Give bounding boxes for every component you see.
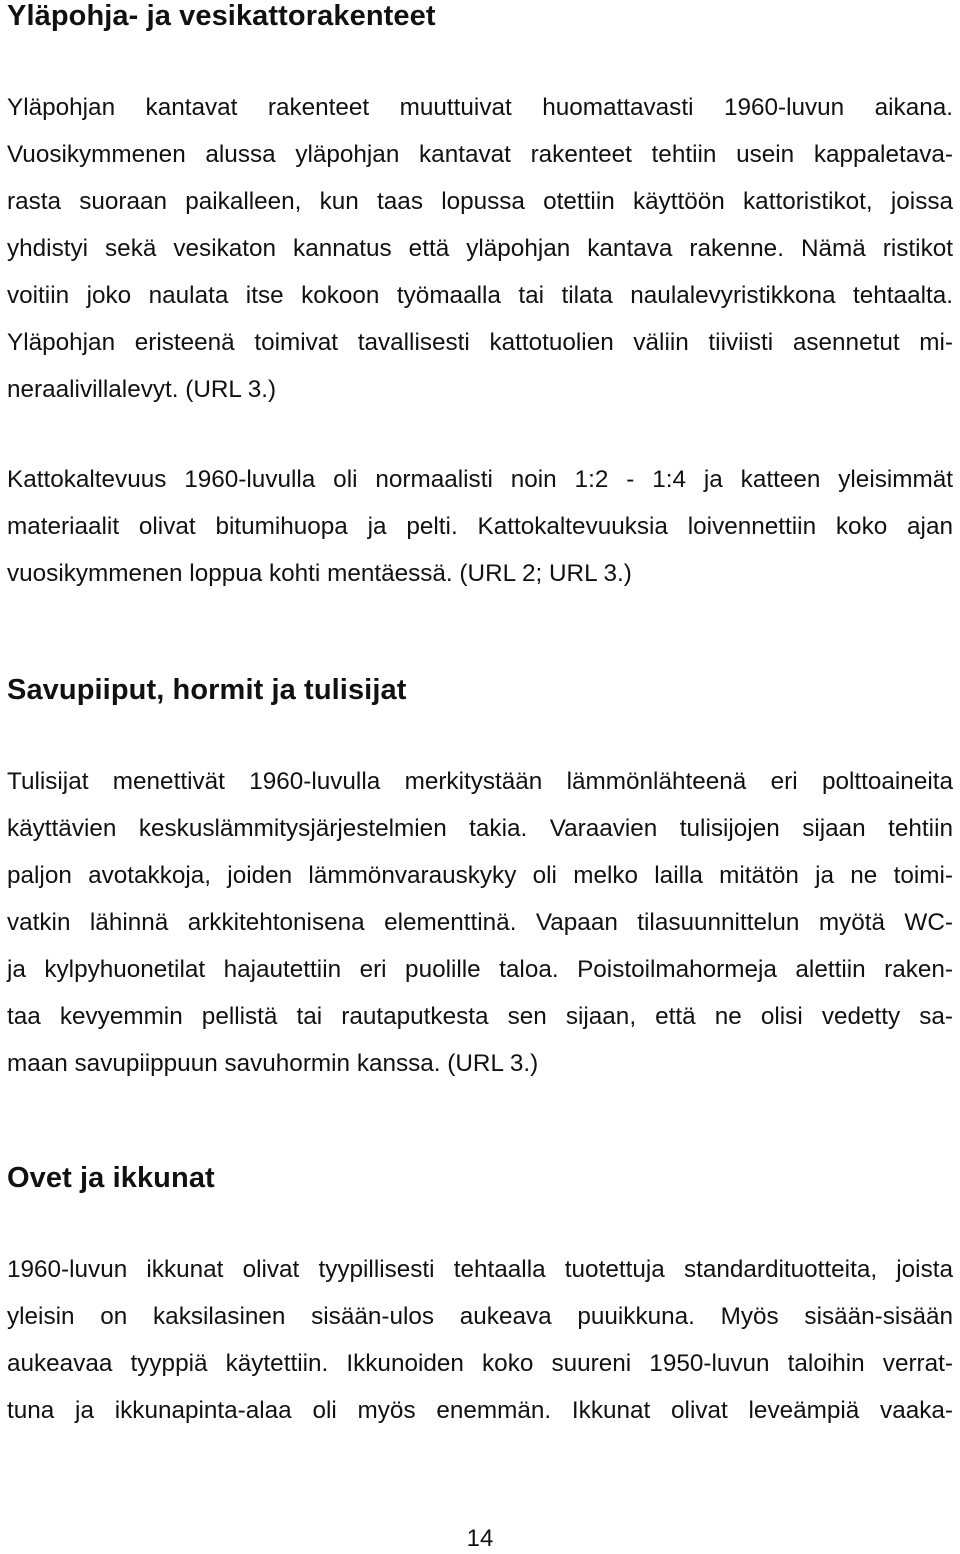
paragraph-line: Yläpohjan eristeenä toimivat tavallisesti kattotuolien väliin tiiviisti asennetut mi- [7, 329, 953, 356]
section-heading-chimneys: Savupiiput, hormit ja tulisijat [7, 674, 407, 706]
paragraph-line: Yläpohjan kantavat rakenteet muuttuivat huomattavasti 1960-luvun aikana. [7, 94, 953, 121]
paragraph-line: vuosikymmenen loppua kohti mentäessä. (URL 2; URL 3.) [7, 560, 632, 587]
paragraph-line: ja kylpyhuonetilat hajautettiin eri puolille taloa. Poistoilmahormeja alettiin raken- [7, 956, 953, 983]
section-heading-doors-windows: Ovet ja ikkunat [7, 1162, 215, 1194]
paragraph-line: käyttävien keskuslämmitysjärjestelmien takia. Varaavien tulisijojen sijaan tehtiin [7, 815, 953, 842]
paragraph-line: yleisin on kaksilasinen sisään-ulos aukeava puuikkuna. Myös sisään-sisään [7, 1303, 953, 1330]
paragraph-line: rasta suoraan paikalleen, kun taas lopussa otettiin käyttöön kattoristikot, joissa [7, 188, 953, 215]
page-number: 14 [466, 1525, 494, 1552]
paragraph-roof-structures [7, 84, 953, 413]
paragraph-line: maan savupiippuun savuhormin kanssa. (URL 3.) [7, 1050, 539, 1077]
paragraph-line: materiaalit olivat bitumihuopa ja pelti. Kattokaltevuuksia loivennettiin koko ajan [7, 513, 953, 540]
paragraph-line: taa kevyemmin pellistä tai rautaputkesta sen sijaan, että ne olisi vedetty sa- [7, 1003, 953, 1030]
paragraph-roof-slope [7, 456, 953, 597]
paragraph-line: Tulisijat menettivät 1960-luvulla merkitystään lämmönlähteenä eri polttoaineita [7, 768, 953, 795]
paragraph-line: neraalivillalevyt. (URL 3.) [7, 376, 277, 403]
paragraph-line: Vuosikymmenen alussa yläpohjan kantavat rakenteet tehtiin usein kappaletava- [7, 141, 953, 168]
paragraph-line: yhdistyi sekä vesikaton kannatus että yläpohjan kantava rakenne. Nämä ristikot [7, 235, 953, 262]
paragraph-line: tuna ja ikkunapinta-alaa oli myös enemmän. Ikkunat olivat leveämpiä vaaka- [7, 1397, 953, 1424]
paragraph-line: voitiin joko naulata itse kokoon työmaalla tai tilata naulalevyristikkona tehtaalta. [7, 282, 953, 309]
paragraph-line: aukeavaa tyyppiä käytettiin. Ikkunoiden koko suureni 1950-luvun taloihin verrat- [7, 1350, 953, 1377]
paragraph-fireplaces [7, 758, 953, 1087]
paragraph-line: vatkin lähinnä arkkitehtonisena elementtinä. Vapaan tilasuunnittelun myötä WC- [7, 909, 953, 936]
paragraph-line: Kattokaltevuus 1960-luvulla oli normaalisti noin 1:2 - 1:4 ja katteen yleisimmät [7, 466, 953, 493]
section-heading-roof: Yläpohja- ja vesikattorakenteet [7, 0, 436, 32]
paragraph-line: paljon avotakkoja, joiden lämmönvarauskyky oli melko lailla mitätön ja ne toimi- [7, 862, 953, 889]
paragraph-line: 1960-luvun ikkunat olivat tyypillisesti tehtaalla tuotettuja standardituotteita, joista [7, 1256, 953, 1283]
paragraph-windows [7, 1246, 953, 1434]
